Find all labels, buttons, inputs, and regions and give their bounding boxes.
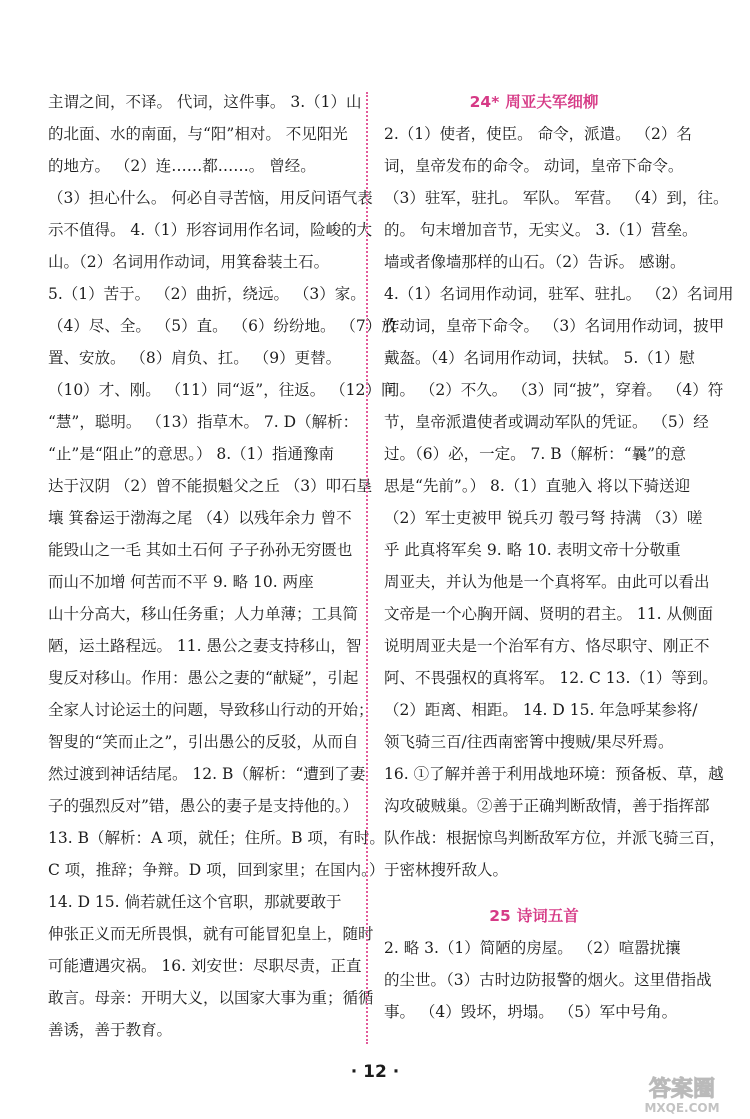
text-line: 的北面、水的南面，与“阳”相对。 不见阳光 bbox=[48, 125, 348, 143]
text-line: 善诱，善于教育。 bbox=[48, 1021, 173, 1039]
text-line: “慧”，聪明。 （13）指草木。 7. D（解析： bbox=[48, 413, 359, 431]
text-line: 置、安放。 （8）肩负、扛。 （9）更替。 bbox=[48, 349, 342, 367]
text-line: 事。 （4）毁坏，坍塌。 （5）军中号角。 bbox=[384, 1003, 678, 1021]
text-line: 词，皇帝发布的命令。 动词，皇帝下命令。 bbox=[384, 157, 684, 175]
text-line: （2）距离、相距。 14. D 15. 年急呼某参将/ bbox=[384, 701, 698, 719]
text-line: 问。 （2）不久。 （3）同“披”，穿着。 （4）符 bbox=[384, 381, 724, 399]
text-line: 14. D 15. 倘若就任这个官职，那就要敢于 bbox=[48, 893, 342, 911]
column-divider bbox=[366, 92, 368, 1044]
text-line: 13. B（解析：A 项，就任；住所。B 项，有时。 bbox=[48, 829, 385, 847]
text-line: 5.（1）苦于。 （2）曲折，绕远。 （3）家。 bbox=[48, 285, 366, 303]
text-line: （4）尽、全。 （5）直。 （6）纷纷地。 （7）放 bbox=[48, 317, 397, 335]
text-line: 可能遭遇灾祸。 16. 刘安世：尽职尽责，正直 bbox=[48, 957, 362, 975]
text-line: 山十分高大，移山任务重；人力单薄；工具简 bbox=[48, 605, 359, 623]
text-line: （3）担心什么。 何必自寻苦恼，用反问语气表 bbox=[48, 189, 373, 207]
left-column bbox=[48, 86, 397, 1046]
text-line: 周亚夫，并认为他是一个真将军。由此可以看出 bbox=[384, 573, 710, 591]
watermark-text: 答案圈 bbox=[648, 1077, 716, 1102]
text-line: 于密林搜歼敌人。 bbox=[384, 861, 509, 879]
text-line: 山。（2）名词用作动词，用箕畚装土石。 bbox=[48, 253, 330, 271]
text-line: 壤 箕畚运于渤海之尾 （4）以残年余力 曾不 bbox=[48, 509, 352, 527]
text-line: 而山不加增 何苦而不平 9. 略 10. 两座 bbox=[48, 573, 314, 591]
section-heading-24 bbox=[384, 86, 684, 118]
text-line: 子的强烈反对”错，愚公的妻子是支持他的。） bbox=[48, 797, 359, 815]
text-line: 节，皇帝派遣使者或调动军队的凭证。 （5）经 bbox=[384, 413, 709, 431]
text-line: 过。（6）必，一定。 7. B（解析：“曩”的意 bbox=[384, 445, 686, 463]
text-line: （2）军士吏被甲 锐兵刃 彀弓弩 持满 （3）嗟 bbox=[384, 509, 703, 527]
text-line: 领飞骑三百/往西南密箐中搜贼/果尽歼焉。 bbox=[384, 733, 674, 751]
section-gap bbox=[384, 886, 684, 900]
section-title: 周亚夫军细柳 bbox=[505, 93, 599, 111]
section-title: 诗词五首 bbox=[516, 907, 579, 925]
section-number: 24* bbox=[469, 93, 500, 111]
section-body-25 bbox=[384, 932, 712, 1028]
text-line: 的。 句末增加音节，无实义。 3.（1）营垒。 bbox=[384, 221, 698, 239]
text-line: 沟攻破贼巢。②善于正确判断敌情，善于指挥部 bbox=[384, 797, 710, 815]
text-line: 戴盔。（4）名词用作动词，扶轼。 5.（1）慰 bbox=[384, 349, 695, 367]
text-line: 的地方。 （2）连……都……。 曾经。 bbox=[48, 157, 316, 175]
text-line: 队作战：根据惊鸟判断敌军方位，并派飞骑三百， bbox=[384, 829, 726, 847]
watermark-logo bbox=[618, 1072, 746, 1116]
text-line: 能毁山之一毛 其如土石何 子子孙孙无穷匮也 bbox=[48, 541, 353, 559]
text-line: 主谓之间，不译。 代词，这件事。 3.（1）山 bbox=[48, 93, 362, 111]
text-line: （10）才、刚。 （11）同“返”，往返。 （12）同 bbox=[48, 381, 397, 399]
right-column bbox=[384, 86, 734, 1028]
text-line: 墙或者像墙那样的山石。（2）告诉。 感谢。 bbox=[384, 253, 686, 271]
text-line: 然过渡到神话结尾。 12. B（解析：“遭到了妻 bbox=[48, 765, 366, 783]
section-number: 25 bbox=[489, 907, 511, 925]
text-line: 示不值得。 4.（1）形容词用作名词，险峻的大 bbox=[48, 221, 373, 239]
text-line: C 项，推辞；争辩。D 项，回到家里；在国内。） bbox=[48, 861, 385, 879]
text-line: 2. 略 3.（1）简陋的房屋。 （2）喧嚣扰攘 bbox=[384, 939, 681, 957]
text-line: 全家人讨论运土的问题，导致移山行动的开始； bbox=[48, 701, 374, 719]
text-line: 16. ①了解并善于利用战地环境：预备板、草，越 bbox=[384, 765, 724, 783]
text-line: 的尘世。（3）古时边防报警的烟火。这里借指战 bbox=[384, 971, 712, 989]
text-line: 伸张正义而无所畏惧，就有可能冒犯皇上，随时 bbox=[48, 925, 374, 943]
text-line: 阿、不畏强权的真将军。 12. C 13.（1）等到。 bbox=[384, 669, 718, 687]
text-line: 思是“先前”。） 8.（1）直驰入 将以下骑送迎 bbox=[384, 477, 691, 495]
text-line: （3）驻军，驻扎。 军队。 军营。 （4）到，往。 bbox=[384, 189, 729, 207]
text-line: 文帝是一个心胸开阔、贤明的君主。 11. 从侧面 bbox=[384, 605, 714, 623]
page-number: · 12 · bbox=[350, 1062, 400, 1082]
text-line: 达于汉阴 （2）曾不能损魁父之丘 （3）叩石垦 bbox=[48, 477, 373, 495]
text-line: 乎 此真将军矣 9. 略 10. 表明文帝十分敬重 bbox=[384, 541, 681, 559]
text-line: 陋，运土路程远。 11. 愚公之妻支持移山，智 bbox=[48, 637, 362, 655]
text-line: 说明周亚夫是一个治军有方、恪尽职守、刚正不 bbox=[384, 637, 710, 655]
text-line: 智叟的“笑而止之”，引出愚公的反驳，从而自 bbox=[48, 733, 359, 751]
watermark-url: MXQE.COM bbox=[644, 1101, 720, 1115]
text-line: 敢言。母亲：开明大义，以国家大事为重；循循 bbox=[48, 989, 374, 1007]
text-line: 2.（1）使者，使臣。 命令，派遣。 （2）名 bbox=[384, 125, 692, 143]
text-line: 4.（1）名词用作动词，驻军、驻扎。 （2）名词用 bbox=[384, 285, 734, 303]
section-body-24 bbox=[384, 118, 734, 886]
text-line: 作动词，皇帝下命令。 （3）名词用作动词，披甲 bbox=[384, 317, 725, 335]
text-line: 叟反对移山。作用：愚公之妻的“献疑”，引起 bbox=[48, 669, 359, 687]
section-heading-25 bbox=[384, 900, 684, 932]
text-line: “止”是“阻止”的意思。） 8.（1）指通豫南 bbox=[48, 445, 335, 463]
